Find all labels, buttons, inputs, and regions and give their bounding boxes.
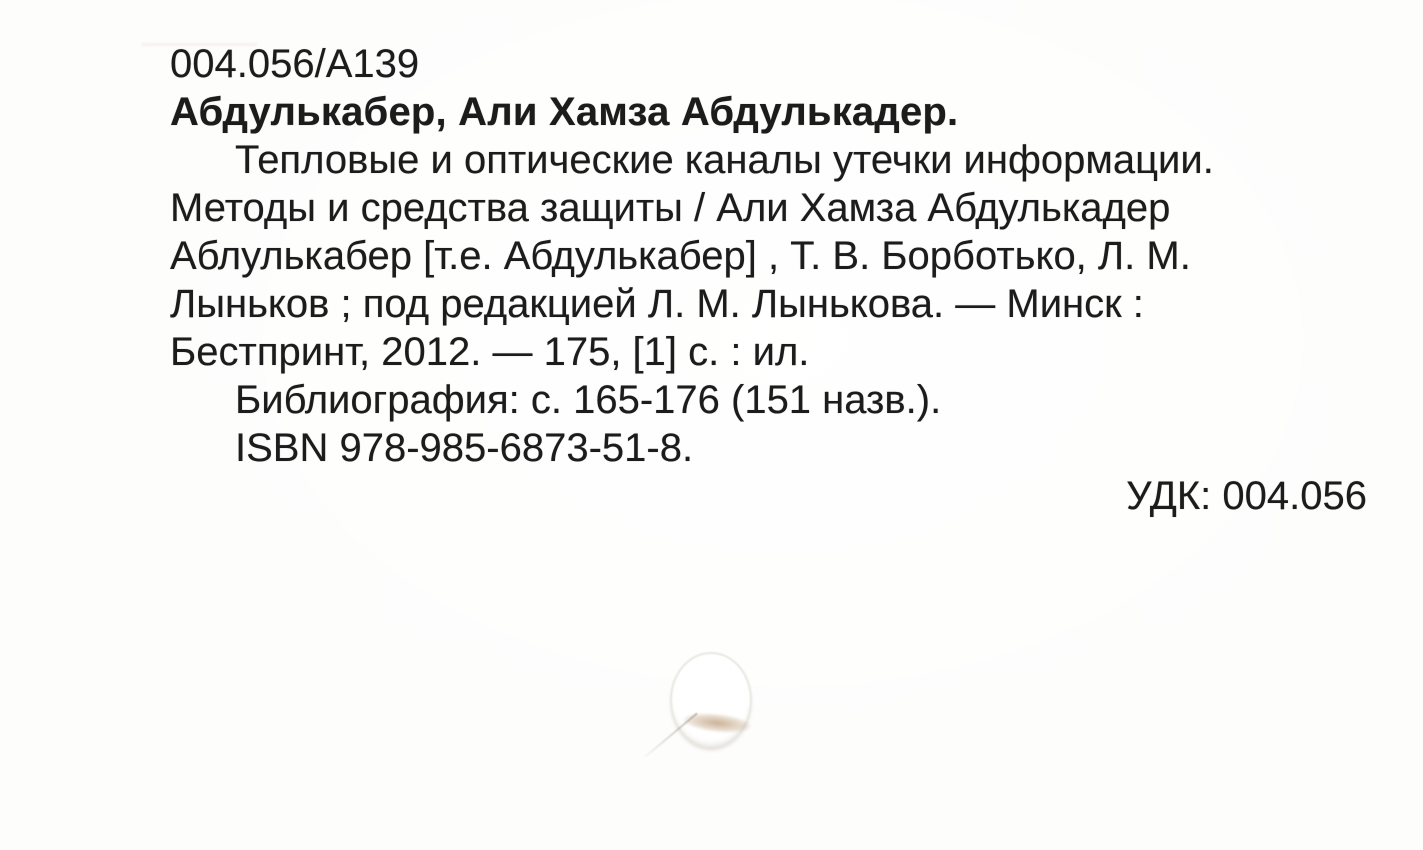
udc-classification: УДК: 004.056 (1126, 474, 1367, 518)
bibliographic-record (170, 40, 1367, 520)
isbn-line: ISBN 978-985-6873-51-8. (235, 426, 694, 470)
publisher-pagination-line: Бестпринт, 2012. — 175, [1] с. : ил. (170, 330, 810, 374)
statement-of-responsibility-line: Аблулькабер [т.е. Абдулькабер] , Т. В. Борботько, Л. М. (170, 234, 1191, 278)
bibliography-note: Библиография: с. 165-176 (151 назв.). (235, 378, 942, 422)
punch-hole-artifact (670, 652, 752, 748)
editor-imprint-line: Лыньков ; под редакцией Л. М. Лынькова. — Минск : (170, 282, 1144, 326)
title-line-2: Методы и средства защиты / Али Хамза Абдулькадер (170, 186, 1171, 230)
scan-noise-smudge (142, 43, 257, 46)
title-line-1: Тепловые и оптические каналы утечки информации. (235, 138, 1214, 182)
author-heading: Абдулькабер, Али Хамза Абдулькадер. (170, 90, 959, 134)
call-number: 004.056/А139 (170, 42, 420, 86)
